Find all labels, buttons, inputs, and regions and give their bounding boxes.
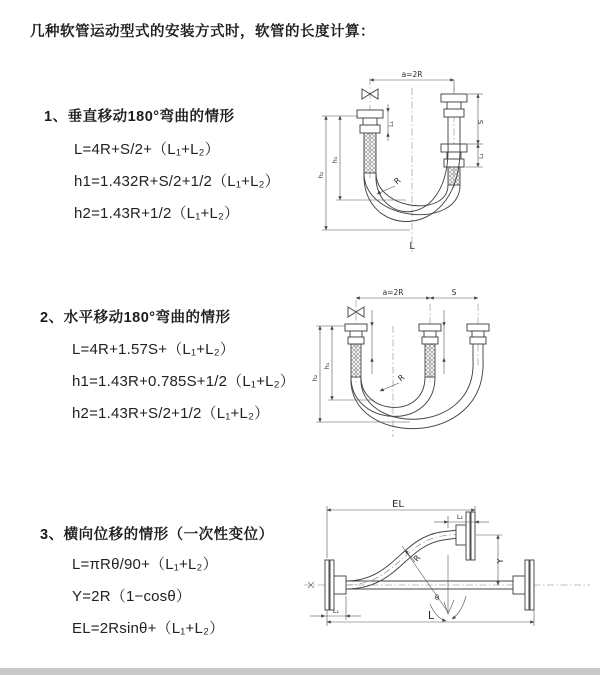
- page-bottom-edge: [0, 668, 600, 675]
- dimension-l1-left: [388, 104, 395, 141]
- dim-h1-label: h₁: [331, 156, 339, 164]
- dim-l1-right-label: L₁: [478, 153, 485, 159]
- dim-a2r-label: a=2R: [401, 70, 423, 79]
- section1-heading: 1、垂直移动180°弯曲的情形: [44, 109, 235, 125]
- radius-leader: [377, 176, 403, 194]
- dim-l1-left-label: L₁: [332, 607, 340, 615]
- centerlines: [356, 300, 478, 437]
- dimension-s: [468, 94, 485, 144]
- section3-formula-y: Y=2R（1−cosθ）: [72, 588, 192, 605]
- diagram-vertical-180-bend: [310, 60, 540, 260]
- length-label: L: [409, 241, 415, 252]
- dim-s-label: S: [451, 288, 457, 297]
- dimension-l: [327, 609, 534, 626]
- dimension-a2r: [356, 288, 430, 298]
- dim-h2-label: h₂: [311, 374, 319, 382]
- diagram-horizontal-180-bend: [310, 282, 540, 452]
- dim-l-label: L: [427, 609, 435, 622]
- radius-label: R: [411, 553, 423, 564]
- dimension-s: [430, 288, 478, 298]
- left-flange: [325, 560, 346, 610]
- hose-curves: [351, 360, 483, 429]
- radius-leader: [380, 373, 407, 391]
- dimension-l1-left: [310, 596, 361, 620]
- radius-leader: [405, 550, 423, 563]
- dim-h1-label: h₁: [323, 362, 331, 370]
- centerlines: [370, 78, 454, 252]
- dim-l1-top-label: L₁: [456, 513, 464, 521]
- page-title: 几种软管运动型式的安装方式时，软管的长度计算：: [30, 24, 375, 40]
- dim-el-label: EL: [392, 500, 404, 510]
- section3-formula-l: L=πRθ/90+（L₁+L₂）: [72, 556, 218, 573]
- dim-h2-label: h₂: [317, 171, 325, 179]
- radius-label: R: [396, 372, 407, 384]
- dimension-l1-right: [465, 144, 485, 167]
- diagram-lateral-displacement: [298, 500, 598, 655]
- dim-y-label: Y: [496, 558, 505, 564]
- section2-formula-h1: h1=1.43R+0.785S+1/2（L₁+L₂）: [72, 373, 295, 390]
- section2-formula-h2: h2=1.43R+S/2+1/2（L₁+L₂）: [72, 405, 270, 422]
- section1-formula-h2: h2=1.43R+1/2（L₁+L₂）: [74, 205, 240, 222]
- dimension-el: [327, 500, 475, 558]
- radius-label: R: [392, 175, 403, 187]
- theta-label: θ: [434, 594, 440, 602]
- dimension-y: [476, 535, 505, 585]
- middle-pipe-fitting: [419, 324, 441, 377]
- section3-heading: 3、横向位移的情形（一次性变位）: [40, 527, 274, 543]
- section1-formula-h1: h1=1.432R+S/2+1/2（L₁+L₂）: [74, 173, 280, 190]
- section1-formula-l: L=4R+S/2+（L₁+L₂）: [74, 141, 220, 158]
- section3-formula-el: EL=2Rsinθ+（L₁+L₂）: [72, 620, 225, 637]
- dim-a2r-label: a=2R: [382, 288, 404, 297]
- dim-s-label: S: [477, 119, 485, 125]
- section2-heading: 2、水平移动180°弯曲的情形: [40, 310, 231, 326]
- section2-formula-l: L=4R+1.57S+（L₁+L₂）: [72, 341, 235, 358]
- left-pipe-fitting: [345, 324, 367, 377]
- dim-l1-left-label: L₁: [388, 121, 395, 127]
- left-pipe-fitting: [357, 110, 383, 173]
- curved-hose-position: [346, 512, 475, 589]
